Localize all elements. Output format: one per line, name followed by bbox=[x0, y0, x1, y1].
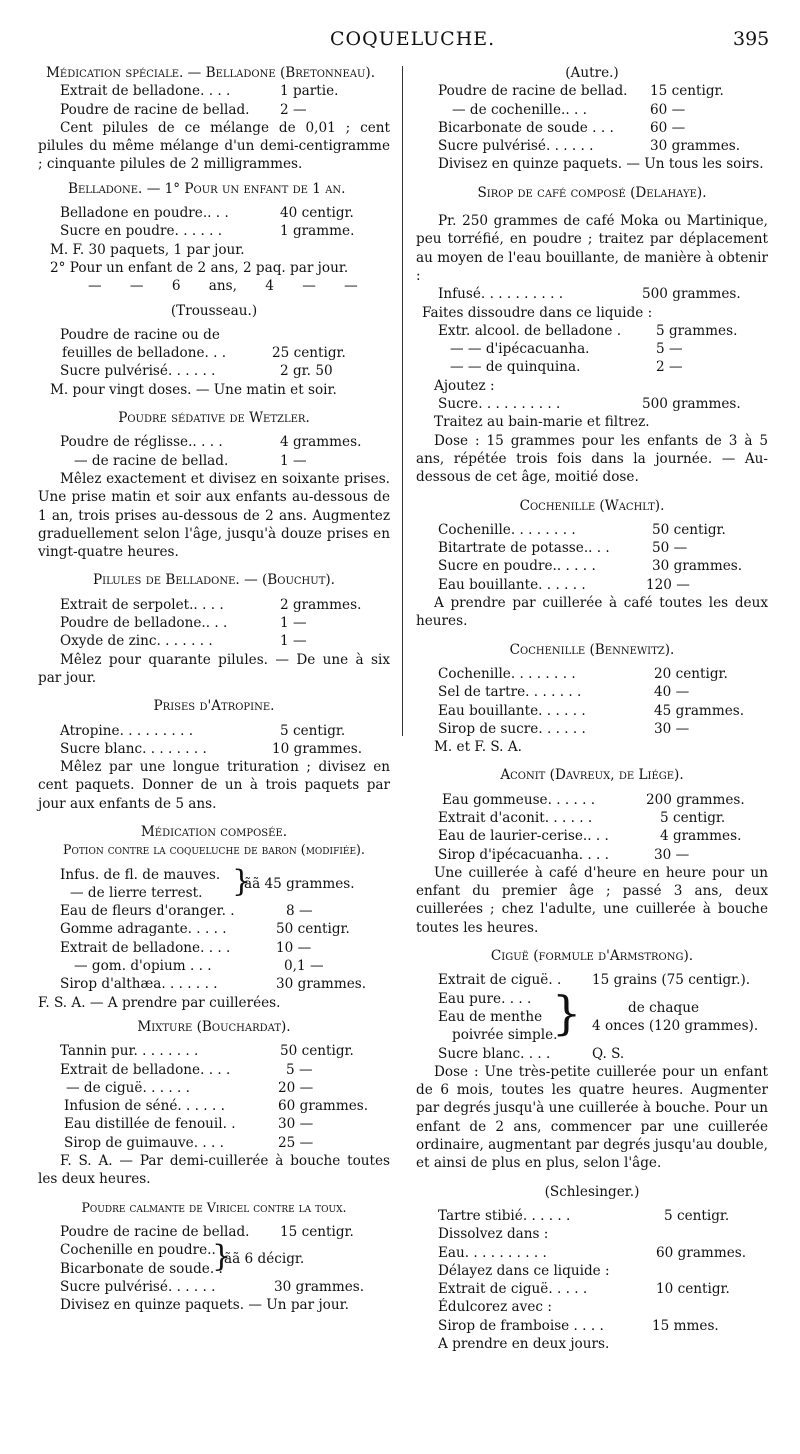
quantity: 50 centigr. bbox=[276, 921, 350, 938]
recipe-line bbox=[416, 322, 768, 340]
section-heading: Mixture (Bouchardat). bbox=[137, 1018, 291, 1035]
quantity: 45 grammes. bbox=[654, 702, 745, 719]
ingredient: Sucre en poudre.. . . . . bbox=[438, 558, 596, 575]
quantity: 60 grammes. bbox=[656, 1244, 747, 1261]
page-header bbox=[0, 28, 800, 58]
ingredient: Infusion de séné. . . . . . bbox=[64, 1098, 225, 1115]
section-heading: Potion contre la coqueluche de baron (modifiée). bbox=[63, 842, 365, 858]
quantity: 30 grammes. bbox=[650, 138, 741, 155]
instruction: Divisez en quinze paquets. — Un par jour. bbox=[60, 1297, 349, 1314]
ingredient: Eau distillée de fenouil. . bbox=[64, 1116, 236, 1133]
recipe-line bbox=[416, 340, 768, 358]
quantity: 30 — bbox=[654, 720, 690, 737]
recipe-line bbox=[38, 433, 390, 451]
recipe-line bbox=[38, 902, 390, 920]
section-heading: Poudre calmante de Viricel contre la toux. bbox=[81, 1199, 347, 1215]
paragraph: Mêlez par une longue trituration ; divisez en cent paquets. Donner de un à trois paquets par jour aux enfants de 5 ans. bbox=[38, 759, 390, 812]
recipe-line bbox=[416, 1045, 768, 1063]
quantity: 120 — bbox=[646, 576, 690, 593]
paragraph: F. S. A. — Par demi-cuillerée à bouche toutes les deux heures. bbox=[38, 1153, 390, 1188]
recipe-line bbox=[416, 101, 768, 119]
ingredient: Sirop de sucre. . . . . . bbox=[438, 720, 586, 737]
recipe-line bbox=[38, 939, 390, 957]
recipe-line bbox=[38, 632, 390, 650]
recipe-line bbox=[38, 222, 390, 240]
ingredient: Eau de fleurs d'oranger. . bbox=[60, 903, 235, 920]
ingredient: Sucre pulvérisé. . . . . . bbox=[60, 363, 216, 380]
recipe-line bbox=[38, 596, 390, 614]
quantity: 30 grammes. bbox=[274, 1278, 365, 1295]
quantity: 5 centigr. bbox=[664, 1207, 730, 1224]
ingredient: Sucre pulvérisé. . . . . . bbox=[60, 1278, 216, 1295]
section-heading: (Trousseau.) bbox=[170, 302, 258, 319]
section-heading: Belladone. — 1° Pour un enfant de 1 an. bbox=[68, 180, 346, 197]
quantity: 10 — bbox=[276, 939, 312, 956]
quantity: 4 grammes. bbox=[660, 828, 742, 845]
quantity: 5 centigr. bbox=[280, 722, 346, 739]
quantity: 10 grammes. bbox=[272, 740, 363, 757]
ingredient: Tartre stibié. . . . . . bbox=[438, 1207, 571, 1224]
ingredient: Eau de menthe bbox=[438, 1008, 543, 1025]
quantity: 5 — bbox=[656, 341, 683, 358]
recipe-line bbox=[416, 791, 768, 809]
ingredient: Sirop de guimauve. . . . bbox=[64, 1134, 224, 1151]
paragraph: Dose : Une très-petite cuillerée pour un enfant de 6 mois, toutes les quatre heures. Augmenter par degrés jusqu'à une cuillerée à bouche. Pour un enfant de 2 ans, commencer par une cuillerée ordinaire, augmentant par degrés jusqu'au double, et ainsi de plus en plus, selon l'âge. bbox=[416, 1063, 768, 1172]
quantity: 5 centigr. bbox=[660, 809, 726, 826]
brace: } bbox=[212, 1239, 232, 1275]
ingredient: Poudre de belladone.. . . bbox=[60, 615, 228, 632]
recipe-line bbox=[416, 395, 768, 413]
recipe-line bbox=[38, 1079, 390, 1097]
quantity: 15 grains (75 centigr.). bbox=[592, 972, 751, 989]
recipe-line bbox=[38, 740, 390, 758]
quantity: 20 centigr. bbox=[654, 665, 728, 682]
ingredient: Sucre. . . . . . . . . . bbox=[438, 396, 561, 413]
instruction: M. pour vingt doses. — Une matin et soir. bbox=[50, 381, 337, 398]
right-column bbox=[416, 64, 768, 1353]
ingredient: Poudre de racine de bellad. bbox=[60, 1223, 250, 1240]
instruction: M. F. 30 paquets, 1 par jour. bbox=[50, 241, 245, 258]
ingredient: Eau pure. . . . bbox=[438, 990, 532, 1007]
section-heading: Médication spéciale. — Belladone (Bretonneau). bbox=[46, 65, 376, 81]
ingredient: — de ciguë. . . . . . bbox=[66, 1079, 190, 1096]
ingredient: Sucre blanc. . . . . . . . bbox=[60, 740, 207, 757]
quantity: 5 grammes. bbox=[656, 322, 738, 339]
ingredient: — — d'ipécacuanha. bbox=[450, 341, 590, 358]
quantity: 1 gramme. bbox=[280, 223, 355, 240]
quantity: 8 — bbox=[286, 903, 313, 920]
quantity: de chaque bbox=[628, 999, 700, 1016]
left-column bbox=[38, 64, 390, 1314]
ingredient: Poudre de réglisse.. . . . bbox=[60, 434, 223, 451]
quantity: 30 grammes. bbox=[276, 976, 367, 993]
quantity: 500 grammes. bbox=[642, 396, 741, 413]
instruction: Édulcorez avec : bbox=[438, 1299, 552, 1316]
ingredient: Sucre blanc. . . . bbox=[438, 1045, 551, 1062]
recipe-line bbox=[416, 683, 768, 701]
ingredient: — de racine de bellad. bbox=[74, 452, 229, 469]
recipe-line bbox=[38, 920, 390, 938]
recipe-line bbox=[38, 82, 390, 100]
ingredient: Infusé. . . . . . . . . . bbox=[438, 286, 564, 303]
paragraph: Mêlez exactement et divisez en soixante prises. Une prise matin et soir aux enfants au-dessous de 1 an, trois prises au-dessous de 2 ans. Augmentez graduellement selon l'âge, jusqu'à douze prises en vingt-quatre heures. bbox=[38, 470, 390, 561]
quantity: 25 — bbox=[278, 1134, 314, 1151]
quantity: 20 — bbox=[278, 1079, 314, 1096]
ingredient: Sirop d'althæa. . . . . . . bbox=[60, 976, 218, 993]
recipe-line bbox=[416, 521, 768, 539]
ingredient: Extrait de belladone. . . . bbox=[60, 83, 231, 100]
recipe-line bbox=[416, 827, 768, 845]
ingredient: Extrait de belladone. . . . bbox=[60, 1061, 231, 1078]
recipe-line bbox=[38, 614, 390, 632]
recipe-line bbox=[416, 702, 768, 720]
quantity: 50 centigr. bbox=[280, 1043, 354, 1060]
instruction: Dissolvez dans : bbox=[438, 1226, 549, 1243]
recipe-line bbox=[416, 1280, 768, 1298]
ingredient: Cochenille. . . . . . . . bbox=[438, 521, 576, 538]
recipe-line bbox=[38, 1278, 390, 1296]
instruction: F. S. A. — A prendre par cuillerées. bbox=[38, 994, 281, 1011]
ingredient: Atropine. . . . . . . . . bbox=[60, 722, 194, 739]
quantity: 5 — bbox=[286, 1061, 313, 1078]
ingredient: Eau gommeuse. . . . . . bbox=[442, 791, 596, 808]
ingredient: Oxyde de zinc. . . . . . . bbox=[60, 633, 213, 650]
recipe-line bbox=[416, 809, 768, 827]
quantity: 4 grammes. bbox=[280, 434, 362, 451]
braced-ingredients bbox=[38, 863, 390, 903]
quantity: 2 — bbox=[280, 101, 307, 118]
column-divider bbox=[402, 66, 403, 736]
ingredient: Sucre en poudre. . . . . . bbox=[60, 223, 223, 240]
recipe-line bbox=[416, 539, 768, 557]
paragraph: Pr. 250 grammes de café Moka ou Martinique, peu torréfié, en poudre ; traitez par déplacement au moyen de l'eau bouillante, de manière à obtenir : bbox=[416, 213, 768, 284]
ingredient: Sirop de framboise . . . . bbox=[438, 1317, 604, 1334]
ingredient: — gom. d'opium . . . bbox=[74, 958, 212, 975]
instruction: A prendre en deux jours. bbox=[438, 1336, 610, 1352]
recipe-line bbox=[38, 975, 390, 993]
paragraph: A prendre par cuillerée à café toutes les deux heures. bbox=[416, 595, 768, 630]
ingredient: feuilles de belladone. . . bbox=[62, 345, 227, 362]
ingredient: — de lierre terrest. bbox=[70, 884, 203, 901]
ingredient: — — de quinquina. bbox=[450, 359, 581, 376]
recipe-line bbox=[416, 1207, 768, 1225]
ingredient: Tannin pur. . . . . . . . bbox=[60, 1043, 199, 1060]
instruction: 2° Pour un enfant de 2 ans, 2 paq. par jour. bbox=[50, 259, 349, 276]
section-heading: Pilules de Belladone. — (Bouchut). bbox=[93, 572, 335, 589]
running-title: COQUELUCHE. bbox=[330, 28, 496, 50]
quantity: 2 grammes. bbox=[280, 596, 362, 613]
ingredient: Sucre pulvérisé. . . . . . bbox=[438, 138, 594, 155]
instruction: — — 6 ans, 4 — — bbox=[88, 278, 358, 295]
quantity: 30 — bbox=[654, 846, 690, 863]
recipe-line bbox=[38, 722, 390, 740]
quantity: 15 centigr. bbox=[280, 1223, 354, 1240]
section-heading: Prises d'Atropine. bbox=[153, 698, 275, 715]
recipe-line bbox=[416, 576, 768, 594]
section-heading: Cochenille (Wachlt). bbox=[519, 497, 665, 514]
ingredient: Eau de laurier-cerise.. . . bbox=[438, 828, 609, 845]
recipe-line bbox=[416, 285, 768, 303]
recipe-line bbox=[416, 665, 768, 683]
ingredient: Extr. alcool. de belladone . bbox=[438, 322, 622, 339]
braced-ingredients bbox=[416, 985, 768, 1045]
ingredient: Cochenille. . . . . . . . bbox=[438, 665, 576, 682]
quantity: Q. S. bbox=[592, 1045, 625, 1062]
recipe-line bbox=[38, 957, 390, 975]
quantity: ãã 6 décigr. bbox=[224, 1251, 305, 1268]
quantity: 500 grammes. bbox=[642, 286, 741, 303]
quantity: 2 gr. 50 bbox=[280, 363, 333, 380]
recipe-line bbox=[38, 362, 390, 380]
ingredient: Bitartrate de potasse.. . . bbox=[438, 540, 610, 557]
paragraph: Mêlez pour quarante pilules. — De une à six par jour. bbox=[38, 651, 390, 686]
recipe-line bbox=[416, 971, 768, 989]
recipe-line bbox=[38, 204, 390, 222]
instruction: Faites dissoudre dans ce liquide : bbox=[422, 304, 653, 321]
instruction: Divisez en quinze paquets. — Un tous les soirs. bbox=[438, 156, 764, 173]
instruction: M. et F. S. A. bbox=[434, 739, 522, 756]
recipe-line bbox=[38, 1115, 390, 1133]
section-heading: Aconit (Davreux, de Liége). bbox=[500, 767, 684, 784]
ingredient: poivrée simple. bbox=[452, 1027, 558, 1044]
ingredient: Sel de tartre. . . . . . . bbox=[438, 684, 582, 701]
recipe-line bbox=[416, 82, 768, 100]
ingredient: Extrait de ciguë. . bbox=[438, 972, 562, 989]
recipe-line bbox=[416, 358, 768, 376]
quantity: 40 centigr. bbox=[280, 205, 354, 222]
quantity: 10 centigr. bbox=[656, 1281, 730, 1298]
recipe-line bbox=[38, 101, 390, 119]
quantity: 4 onces (120 grammes). bbox=[592, 1017, 759, 1034]
quantity: 30 grammes. bbox=[652, 558, 743, 575]
ingredient: Cochenille en poudre.. bbox=[60, 1242, 216, 1259]
quantity: 1 — bbox=[280, 452, 307, 469]
paragraph: Une cuillerée à café d'heure en heure pour un enfant du premier âge ; passé 3 ans, deux cuillerées ; chez l'adulte, une cuillerée à bouche toutes les heures. bbox=[416, 864, 768, 936]
recipe-line bbox=[38, 1134, 390, 1152]
quantity: 2 — bbox=[656, 359, 683, 376]
ingredient: Infus. de fl. de mauves. bbox=[60, 866, 221, 883]
section-heading: (Schlesinger.) bbox=[544, 1183, 640, 1200]
ingredient: Poudre de racine de bellad. bbox=[438, 83, 628, 100]
ingredient: Extrait de serpolet.. . . . bbox=[60, 596, 224, 613]
ingredient: Belladone en poudre.. . . bbox=[60, 205, 229, 222]
quantity: 60 — bbox=[650, 119, 686, 136]
ingredient: Bicarbonate de soude. . bbox=[60, 1260, 223, 1277]
quantity: ãã 45 grammes. bbox=[244, 875, 355, 892]
quantity: 1 partie. bbox=[280, 83, 339, 100]
recipe-line bbox=[38, 344, 390, 362]
braced-ingredients bbox=[38, 1241, 390, 1278]
quantity: 30 — bbox=[278, 1116, 314, 1133]
quantity: 1 — bbox=[280, 615, 307, 632]
section-heading: Ciguë (formule d'Armstrong). bbox=[490, 948, 694, 965]
recipe-line bbox=[416, 846, 768, 864]
quantity: 15 mmes. bbox=[652, 1317, 719, 1334]
ingredient: Eau bouillante. . . . . . bbox=[438, 702, 586, 719]
quantity: 25 centigr. bbox=[272, 345, 346, 362]
quantity: 60 grammes. bbox=[278, 1098, 369, 1115]
ingredient: — de cochenille.. . . bbox=[452, 101, 587, 118]
recipe-line bbox=[38, 1042, 390, 1060]
recipe-line bbox=[38, 1061, 390, 1079]
ingredient: Eau. . . . . . . . . . bbox=[438, 1244, 547, 1261]
paragraph: Cent pilules de ce mélange de 0,01 ; cent pilules du même mélange d'un demi-centigramme ; cinquante pilules de 2 milligrammes. bbox=[38, 119, 390, 173]
ingredient: Poudre de racine de bellad. bbox=[60, 101, 250, 118]
brace: } bbox=[232, 863, 252, 899]
recipe-line bbox=[416, 119, 768, 137]
ingredient: Gomme adragante. . . . . bbox=[60, 921, 227, 938]
recipe-line bbox=[38, 452, 390, 470]
section-heading: Sirop de café composé (Delahaye). bbox=[477, 184, 707, 201]
section-heading: Médication composée. bbox=[140, 823, 288, 840]
quantity: 0,1 — bbox=[284, 958, 324, 975]
ingredient: Bicarbonate de soude . . . bbox=[438, 119, 614, 136]
quantity: 200 grammes. bbox=[646, 791, 745, 808]
quantity: 50 — bbox=[652, 540, 688, 557]
ingredient: Extrait d'aconit. . . . . . bbox=[438, 809, 593, 826]
recipe-line bbox=[416, 720, 768, 738]
ingredient: Eau bouillante. . . . . . bbox=[438, 576, 586, 593]
section-heading: (Autre.) bbox=[565, 65, 619, 81]
instruction: Ajoutez : bbox=[434, 377, 495, 394]
section-heading: Poudre sédative de Wetzler. bbox=[118, 410, 310, 427]
instruction: Traitez au bain-marie et filtrez. bbox=[434, 414, 650, 431]
ingredient: Poudre de racine ou de bbox=[60, 326, 220, 343]
ingredient: Sirop d'ipécacuanha. . . . bbox=[438, 846, 609, 863]
ingredient: Extrait de belladone. . . . bbox=[60, 939, 231, 956]
recipe-line bbox=[416, 1317, 768, 1335]
instruction: Délayez dans ce liquide : bbox=[438, 1262, 610, 1279]
recipe-line bbox=[38, 1097, 390, 1115]
quantity: 50 centigr. bbox=[652, 521, 726, 538]
quantity: 40 — bbox=[654, 684, 690, 701]
ingredient: Extrait de ciguë. . . . . bbox=[438, 1281, 588, 1298]
quantity: 15 centigr. bbox=[650, 83, 724, 100]
paragraph: Dose : 15 grammes pour les enfants de 3 à 5 ans, répétée trois fois dans la journée. — Au-dessous de cet âge, moitié dose. bbox=[416, 432, 768, 486]
recipe-line bbox=[416, 137, 768, 155]
brace: } bbox=[552, 985, 582, 1040]
section-heading: Cochenille (Bennewitz). bbox=[509, 641, 675, 658]
quantity: 60 — bbox=[650, 101, 686, 118]
recipe-line bbox=[416, 1244, 768, 1262]
recipe-line bbox=[416, 557, 768, 575]
quantity: 1 — bbox=[280, 633, 307, 650]
page-number: 395 bbox=[733, 28, 770, 50]
